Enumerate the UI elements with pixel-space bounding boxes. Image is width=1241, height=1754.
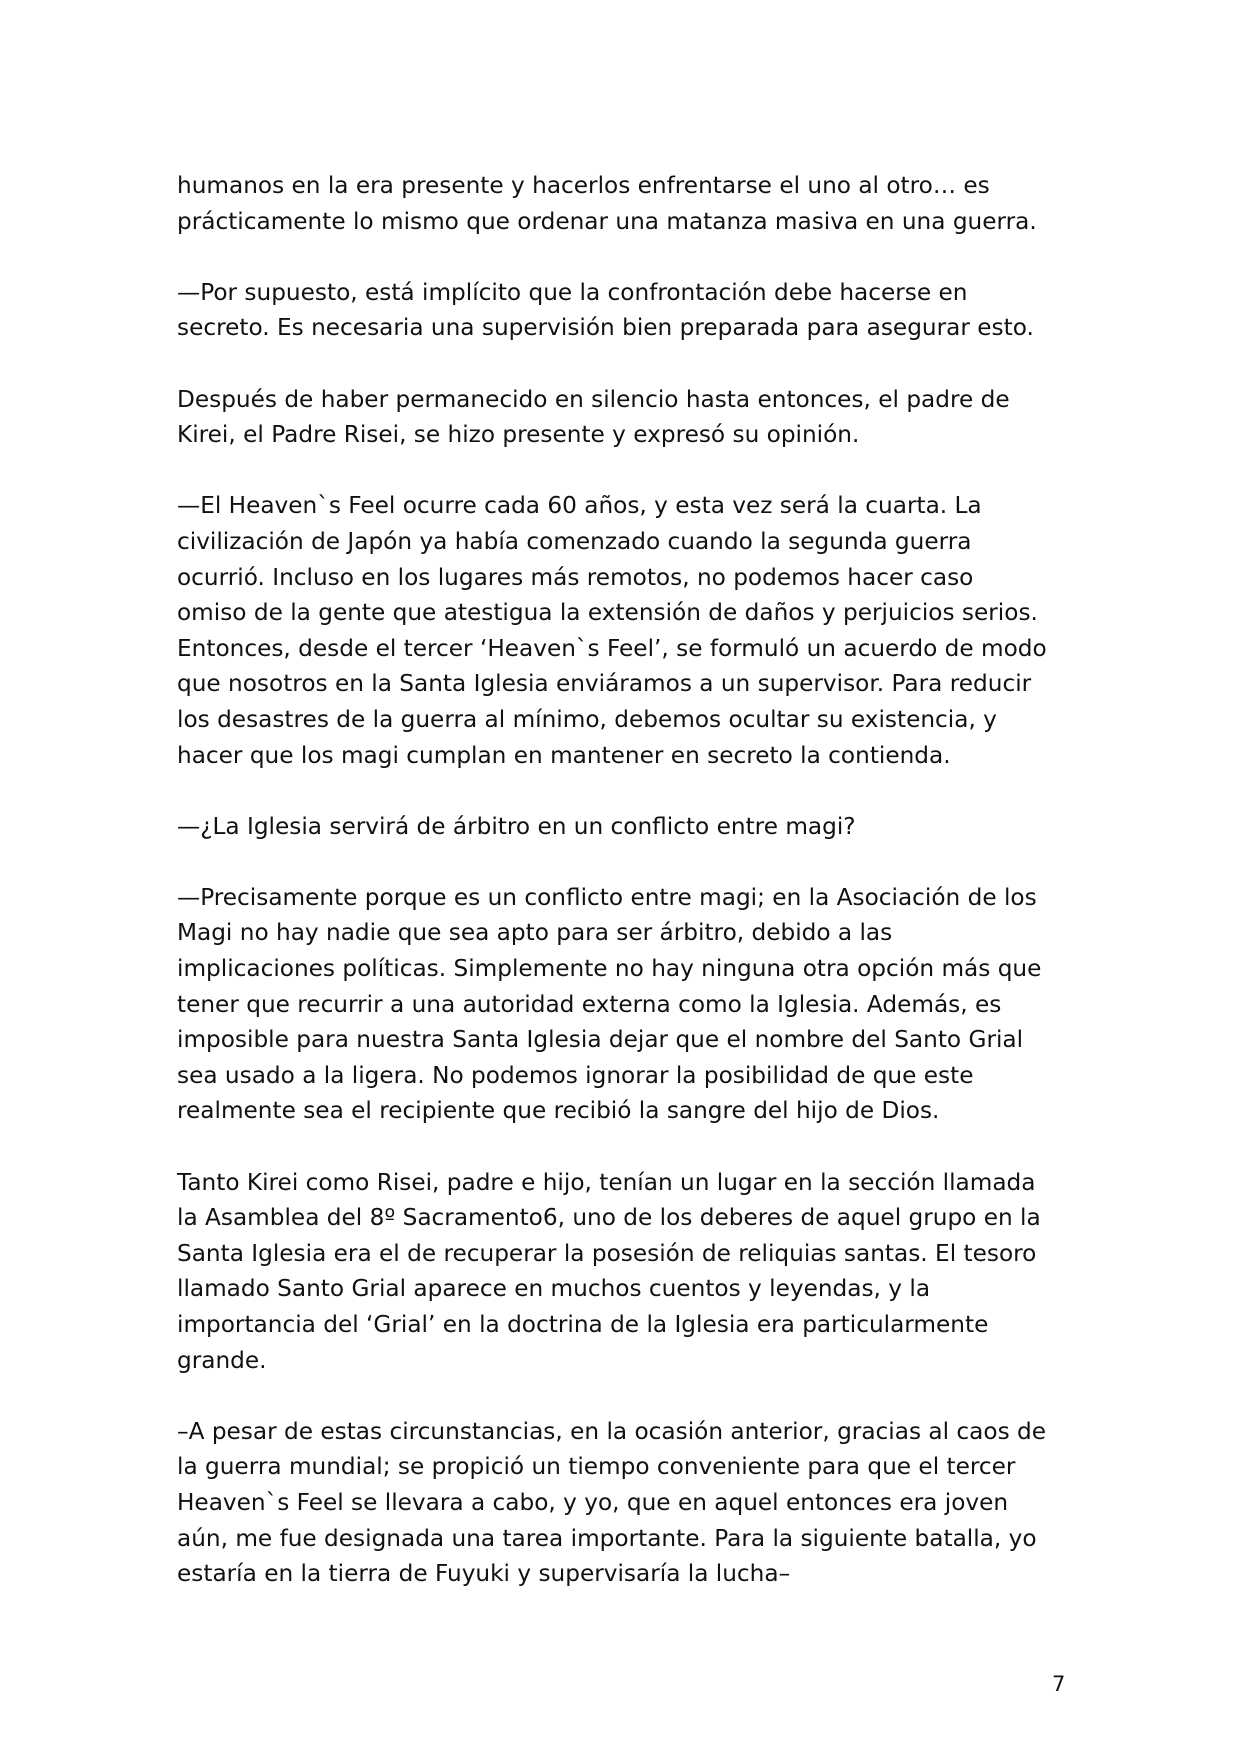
text-line: que nosotros en la Santa Iglesia enviáramos a un supervisor. Para reducir	[177, 670, 1032, 698]
paragraph-6	[177, 880, 1077, 1129]
text-line: Santa Iglesia era el de recuperar la posesión de reliquias santas. El tesoro	[177, 1239, 1037, 1267]
text-line: —El Heaven`s Feel ocurre cada 60 años, y esta vez será la cuarta. La	[177, 492, 982, 520]
text-line: estaría en la tierra de Fuyuki y supervisaría la lucha–	[177, 1560, 791, 1588]
text-line: hacer que los magi cumplan en mantener en secreto la contienda.	[177, 741, 951, 769]
text-line: Heaven`s Feel se llevara a cabo, y yo, que en aquel entonces era joven	[177, 1488, 1009, 1516]
text-line: Después de haber permanecido en silencio hasta entonces, el padre de	[177, 385, 1010, 413]
text-line: omiso de la gente que atestigua la extensión de daños y perjuicios serios.	[177, 599, 1038, 627]
text-line: importancia del ‘Grial’ en la doctrina de la Iglesia era particularmente	[177, 1311, 989, 1338]
paragraph-1	[177, 168, 1077, 239]
text-line: humanos en la era presente y hacerlos enfrentarse el uno al otro… es	[177, 172, 990, 199]
text-line: sea usado a la ligera. No podemos ignorar la posibilidad de que este	[177, 1061, 974, 1089]
text-line: civilización de Japón ya había comenzado cuando la segunda guerra	[177, 527, 972, 555]
text-line: Entonces, desde el tercer ‘Heaven`s Feel’, se formuló un acuerdo de modo	[177, 634, 1047, 662]
paragraph-5	[177, 809, 1077, 845]
text-line: grande.	[177, 1346, 267, 1374]
text-line: Magi no hay nadie que sea apto para ser árbitro, debido a las	[177, 919, 893, 947]
text-line: implicaciones políticas. Simplemente no hay ninguna otra opción más que	[177, 955, 1042, 983]
text-line: —Por supuesto, está implícito que la confrontación debe hacerse en	[177, 278, 968, 306]
text-line: imposible para nuestra Santa Iglesia dejar que el nombre del Santo Grial	[177, 1026, 1024, 1054]
paragraph-8	[177, 1414, 1077, 1592]
text-line: aún, me fue designada una tarea importante. Para la siguiente batalla, yo	[177, 1524, 1037, 1552]
text-line: realmente sea el recipiente que recibió la sangre del hijo de Dios.	[177, 1097, 940, 1125]
text-line: llamado Santo Grial aparece en muchos cuentos y leyendas, y la	[177, 1275, 931, 1303]
text-line: los desastres de la guerra al mínimo, debemos ocultar su existencia, y	[177, 705, 997, 733]
text-line: prácticamente lo mismo que ordenar una matanza masiva en una guerra.	[177, 207, 1037, 235]
text-line: tener que recurrir a una autoridad externa como la Iglesia. Además, es	[177, 990, 1002, 1018]
text-line: —¿La Iglesia servirá de árbitro en un conflicto entre magi?	[177, 812, 856, 840]
paragraph-2	[177, 275, 1077, 346]
body-text	[177, 168, 1077, 1627]
text-line: —Precisamente porque es un conflicto entre magi; en la Asociación de los	[177, 883, 1037, 911]
text-line: –A pesar de estas circunstancias, en la ocasión anterior, gracias al caos de	[177, 1417, 1046, 1445]
text-line: secreto. Es necesaria una supervisión bien preparada para asegurar esto.	[177, 314, 1034, 342]
page-number: 7	[1052, 1672, 1066, 1696]
text-line: ocurrió. Incluso en los lugares más remotos, no podemos hacer caso	[177, 563, 974, 591]
text-line: la Asamblea del 8º Sacramento6, uno de los deberes de aquel grupo en la	[177, 1204, 1041, 1232]
paragraph-3	[177, 382, 1077, 453]
text-line: Tanto Kirei como Risei, padre e hijo, tenían un lugar en la sección llamada	[177, 1168, 1036, 1196]
text-line: Kirei, el Padre Risei, se hizo presente y expresó su opinión.	[177, 421, 860, 449]
paragraph-7	[177, 1165, 1077, 1379]
paragraph-4	[177, 488, 1077, 773]
text-line: la guerra mundial; se propició un tiempo conveniente para que el tercer	[177, 1453, 1016, 1481]
